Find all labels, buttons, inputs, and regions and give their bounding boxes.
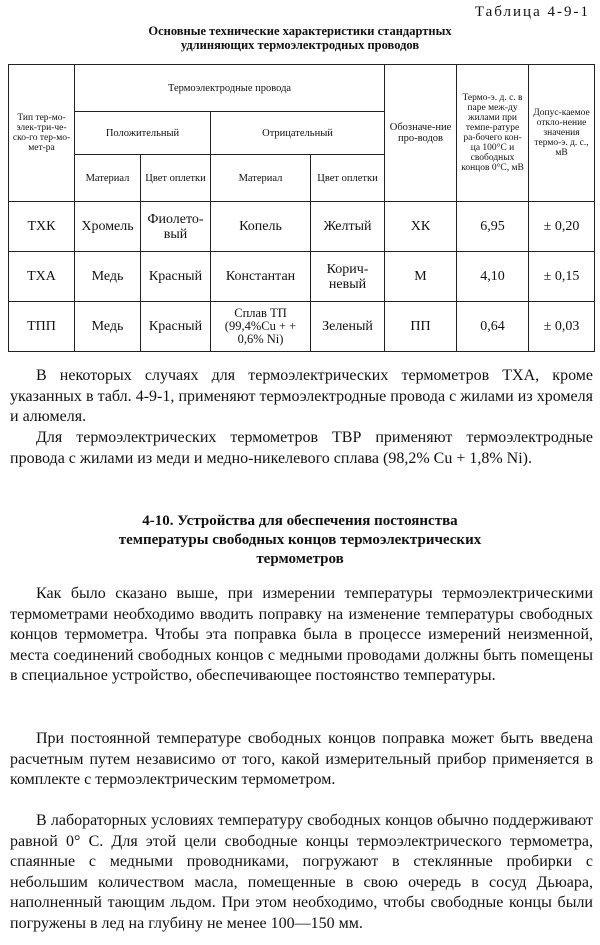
cell-type: ТХА bbox=[9, 252, 75, 302]
header-negative: Отрицательный bbox=[211, 112, 385, 155]
paragraph: В лабораторных условиях температуру свободных концов обычно поддерживают равной 0° С. Для этой цели свободные концы термоэлектрического термометра, спаянные с медными проводниками, погружают в стеклянные пробирки с небольшим количеством масла, помещенные в свою очередь в сосуд Дьюара, наполненный тающим льдом. При этом необходимо, чтобы свободные концы были погружены в лед на глубину не менее 100—150 мм. bbox=[10, 812, 593, 932]
cell-deviation: ± 0,03 bbox=[529, 302, 595, 352]
header-neg-material: Материал bbox=[211, 155, 311, 202]
header-pos-color: Цвет оплетки bbox=[141, 155, 211, 202]
header-emf: Термо-э. д. с. в паре меж-ду жилами при темпе-ратуре ра-бочего кон-ца 100°С и свободных концов 0°С, мВ bbox=[457, 65, 529, 202]
header-deviation: Допус-каемое откло-нение значения термо-э. д. с., мВ bbox=[529, 65, 595, 202]
cell-emf: 4,10 bbox=[457, 252, 529, 302]
cell-pos-color: Красный bbox=[141, 252, 211, 302]
table-row bbox=[9, 302, 595, 352]
paragraph: В некоторых случаях для термоэлектрических термометров ТХА, кроме указанных в табл. 4-9-1, применяют термоэлектродные провода с жилами из хромеля и алюмеля. bbox=[10, 367, 593, 425]
header-type: Тип тер-мо-элек-три-че-ско-го тер-мо-мет-ра bbox=[9, 65, 75, 202]
cell-designation: ПП bbox=[385, 302, 457, 352]
header-positive: Положительный bbox=[75, 112, 211, 155]
cell-deviation: ± 0,20 bbox=[529, 202, 595, 252]
table-row bbox=[9, 252, 595, 302]
cell-neg-color: Желтый bbox=[311, 202, 385, 252]
cell-neg-material: Копель bbox=[211, 202, 311, 252]
cell-pos-color: Красный bbox=[141, 302, 211, 352]
table-caption-line: Основные технические характеристики стандартных bbox=[148, 24, 452, 38]
cell-neg-material: Константан bbox=[211, 252, 311, 302]
table-row bbox=[9, 202, 595, 252]
section-heading-line: температуры свободных концов термоэлектрических bbox=[118, 532, 482, 548]
header-pos-material: Материал bbox=[75, 155, 141, 202]
cell-pos-color: Фиолето-вый bbox=[141, 202, 211, 252]
table-number: Таблица 4-9-1 bbox=[474, 4, 590, 20]
cell-neg-color: Зеленый bbox=[311, 302, 385, 352]
paragraph: Как было сказано выше, при измерении температуры термоэлектрическими термометрами необходимо вводить поправку на изменение температуры свободных концов термометра. Чтобы эта поправка была в процессе измерений неизменной, места соединений свободных концов с медными проводами должны быть помещены в специальное устройство, обеспечивающее постоянство температуры. bbox=[10, 585, 593, 684]
cell-neg-material: Сплав ТП (99,4%Cu + + 0,6% Ni) bbox=[211, 302, 311, 352]
table-caption bbox=[0, 24, 600, 52]
cell-designation: М bbox=[385, 252, 457, 302]
cell-emf: 0,64 bbox=[457, 302, 529, 352]
cell-type: ТПП bbox=[9, 302, 75, 352]
cell-designation: ХК bbox=[385, 202, 457, 252]
section-heading bbox=[0, 512, 600, 569]
header-neg-color: Цвет оплетки bbox=[311, 155, 385, 202]
paragraph: При постоянной температуре свободных концов поправка может быть введена расчетным путем независимо от того, какой измерительный прибор применяется в комплекте с термоэлектрическим термометром. bbox=[10, 730, 593, 788]
section-heading-line: 4-10. Устройства для обеспечения постоянства bbox=[142, 513, 458, 529]
cell-emf: 6,95 bbox=[457, 202, 529, 252]
table-caption-line: удлиняющих термоэлектродных проводов bbox=[180, 38, 420, 52]
cell-deviation: ± 0,15 bbox=[529, 252, 595, 302]
header-designation: Обозначе-ние про-водов bbox=[385, 65, 457, 202]
cell-pos-material: Хромель bbox=[75, 202, 141, 252]
paragraph: Для термоэлектрических термометров ТВР применяют термоэлектродные провода с жилами из меди и медно-никелевого сплава (98,2% Cu + 1,8% Ni). bbox=[10, 429, 593, 467]
cell-type: ТХК bbox=[9, 202, 75, 252]
section-heading-line: термометров bbox=[256, 551, 344, 567]
cell-pos-material: Медь bbox=[75, 302, 141, 352]
cell-neg-color: Корич-невый bbox=[311, 252, 385, 302]
header-wires: Термоэлектродные провода bbox=[75, 65, 385, 112]
spec-table bbox=[8, 64, 595, 352]
cell-pos-material: Медь bbox=[75, 252, 141, 302]
